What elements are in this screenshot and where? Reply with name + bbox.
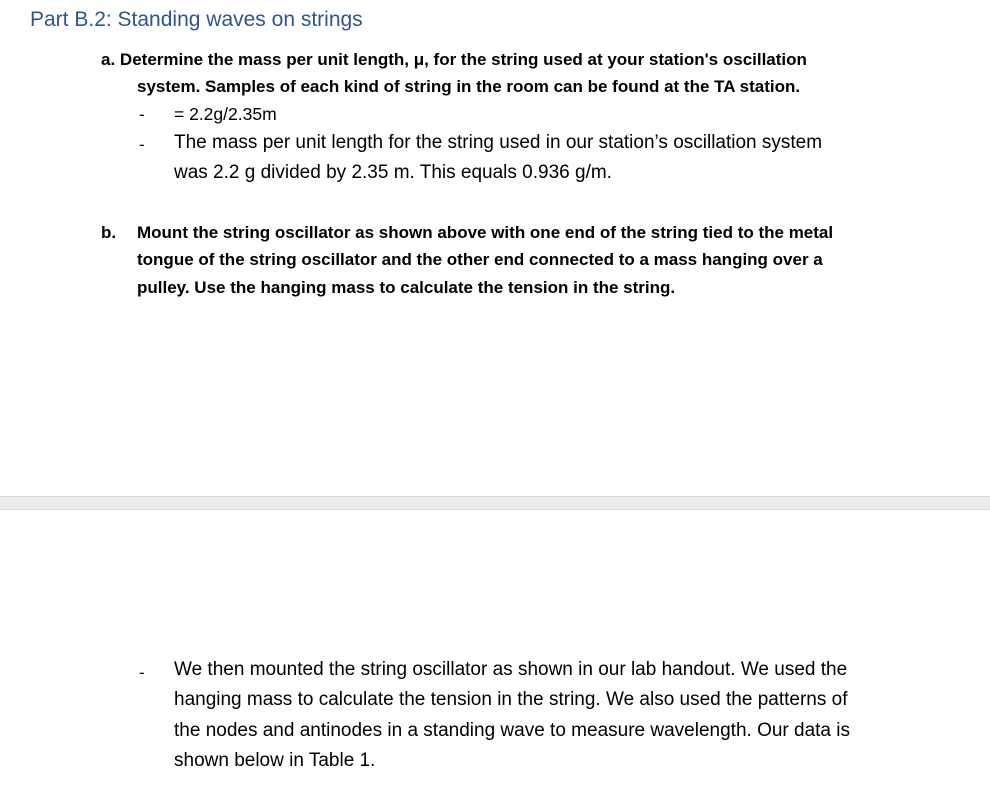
question-b-line-1: Mount the string oscillator as shown above with one end of the string tied to the metal — [137, 223, 834, 242]
answer-a-2-line-2: was 2.2 g divided by 2.35 m. This equals 0.936 g/m. — [174, 162, 612, 183]
answer-b-dash: - — [139, 663, 145, 682]
answer-a-1-line-1: = 2.2g/2.35m — [174, 104, 277, 124]
question-a-line-1: Determine the mass per unit length, μ, for the string used at your station's oscillation — [119, 50, 807, 69]
answer-b-line-1: We then mounted the string oscillator as shown in our lab handout. We used the — [174, 659, 848, 680]
question-b-line-3: pulley. Use the hanging mass to calculate the tension in the string. — [137, 278, 676, 297]
page-break — [0, 496, 990, 510]
answer-a-2-dash: - — [139, 135, 145, 154]
question-a-line-2: system. Samples of each kind of string in the room can be found at the TA station. — [137, 77, 801, 96]
question-a-label: a. — [101, 50, 116, 69]
answer-a-2-line-1: The mass per unit length for the string used in our station’s oscillation system — [174, 132, 823, 153]
answer-b-line-4: shown below in Table 1. — [174, 750, 376, 771]
document-page-bottom — [0, 510, 990, 802]
answer-a-1-dash: - — [139, 105, 145, 124]
question-b-label: b. — [101, 223, 117, 242]
question-a — [101, 46, 807, 74]
answer-b-line-3: the nodes and antinodes in a standing wave to measure wavelength. Our data is — [174, 720, 850, 741]
question-b-line-2: tongue of the string oscillator and the other end connected to a mass hanging over a — [137, 250, 823, 269]
answer-b-line-2: hanging mass to calculate the tension in the string. We also used the patterns of — [174, 689, 848, 710]
section-heading: Part B.2: Standing waves on strings — [30, 8, 363, 31]
